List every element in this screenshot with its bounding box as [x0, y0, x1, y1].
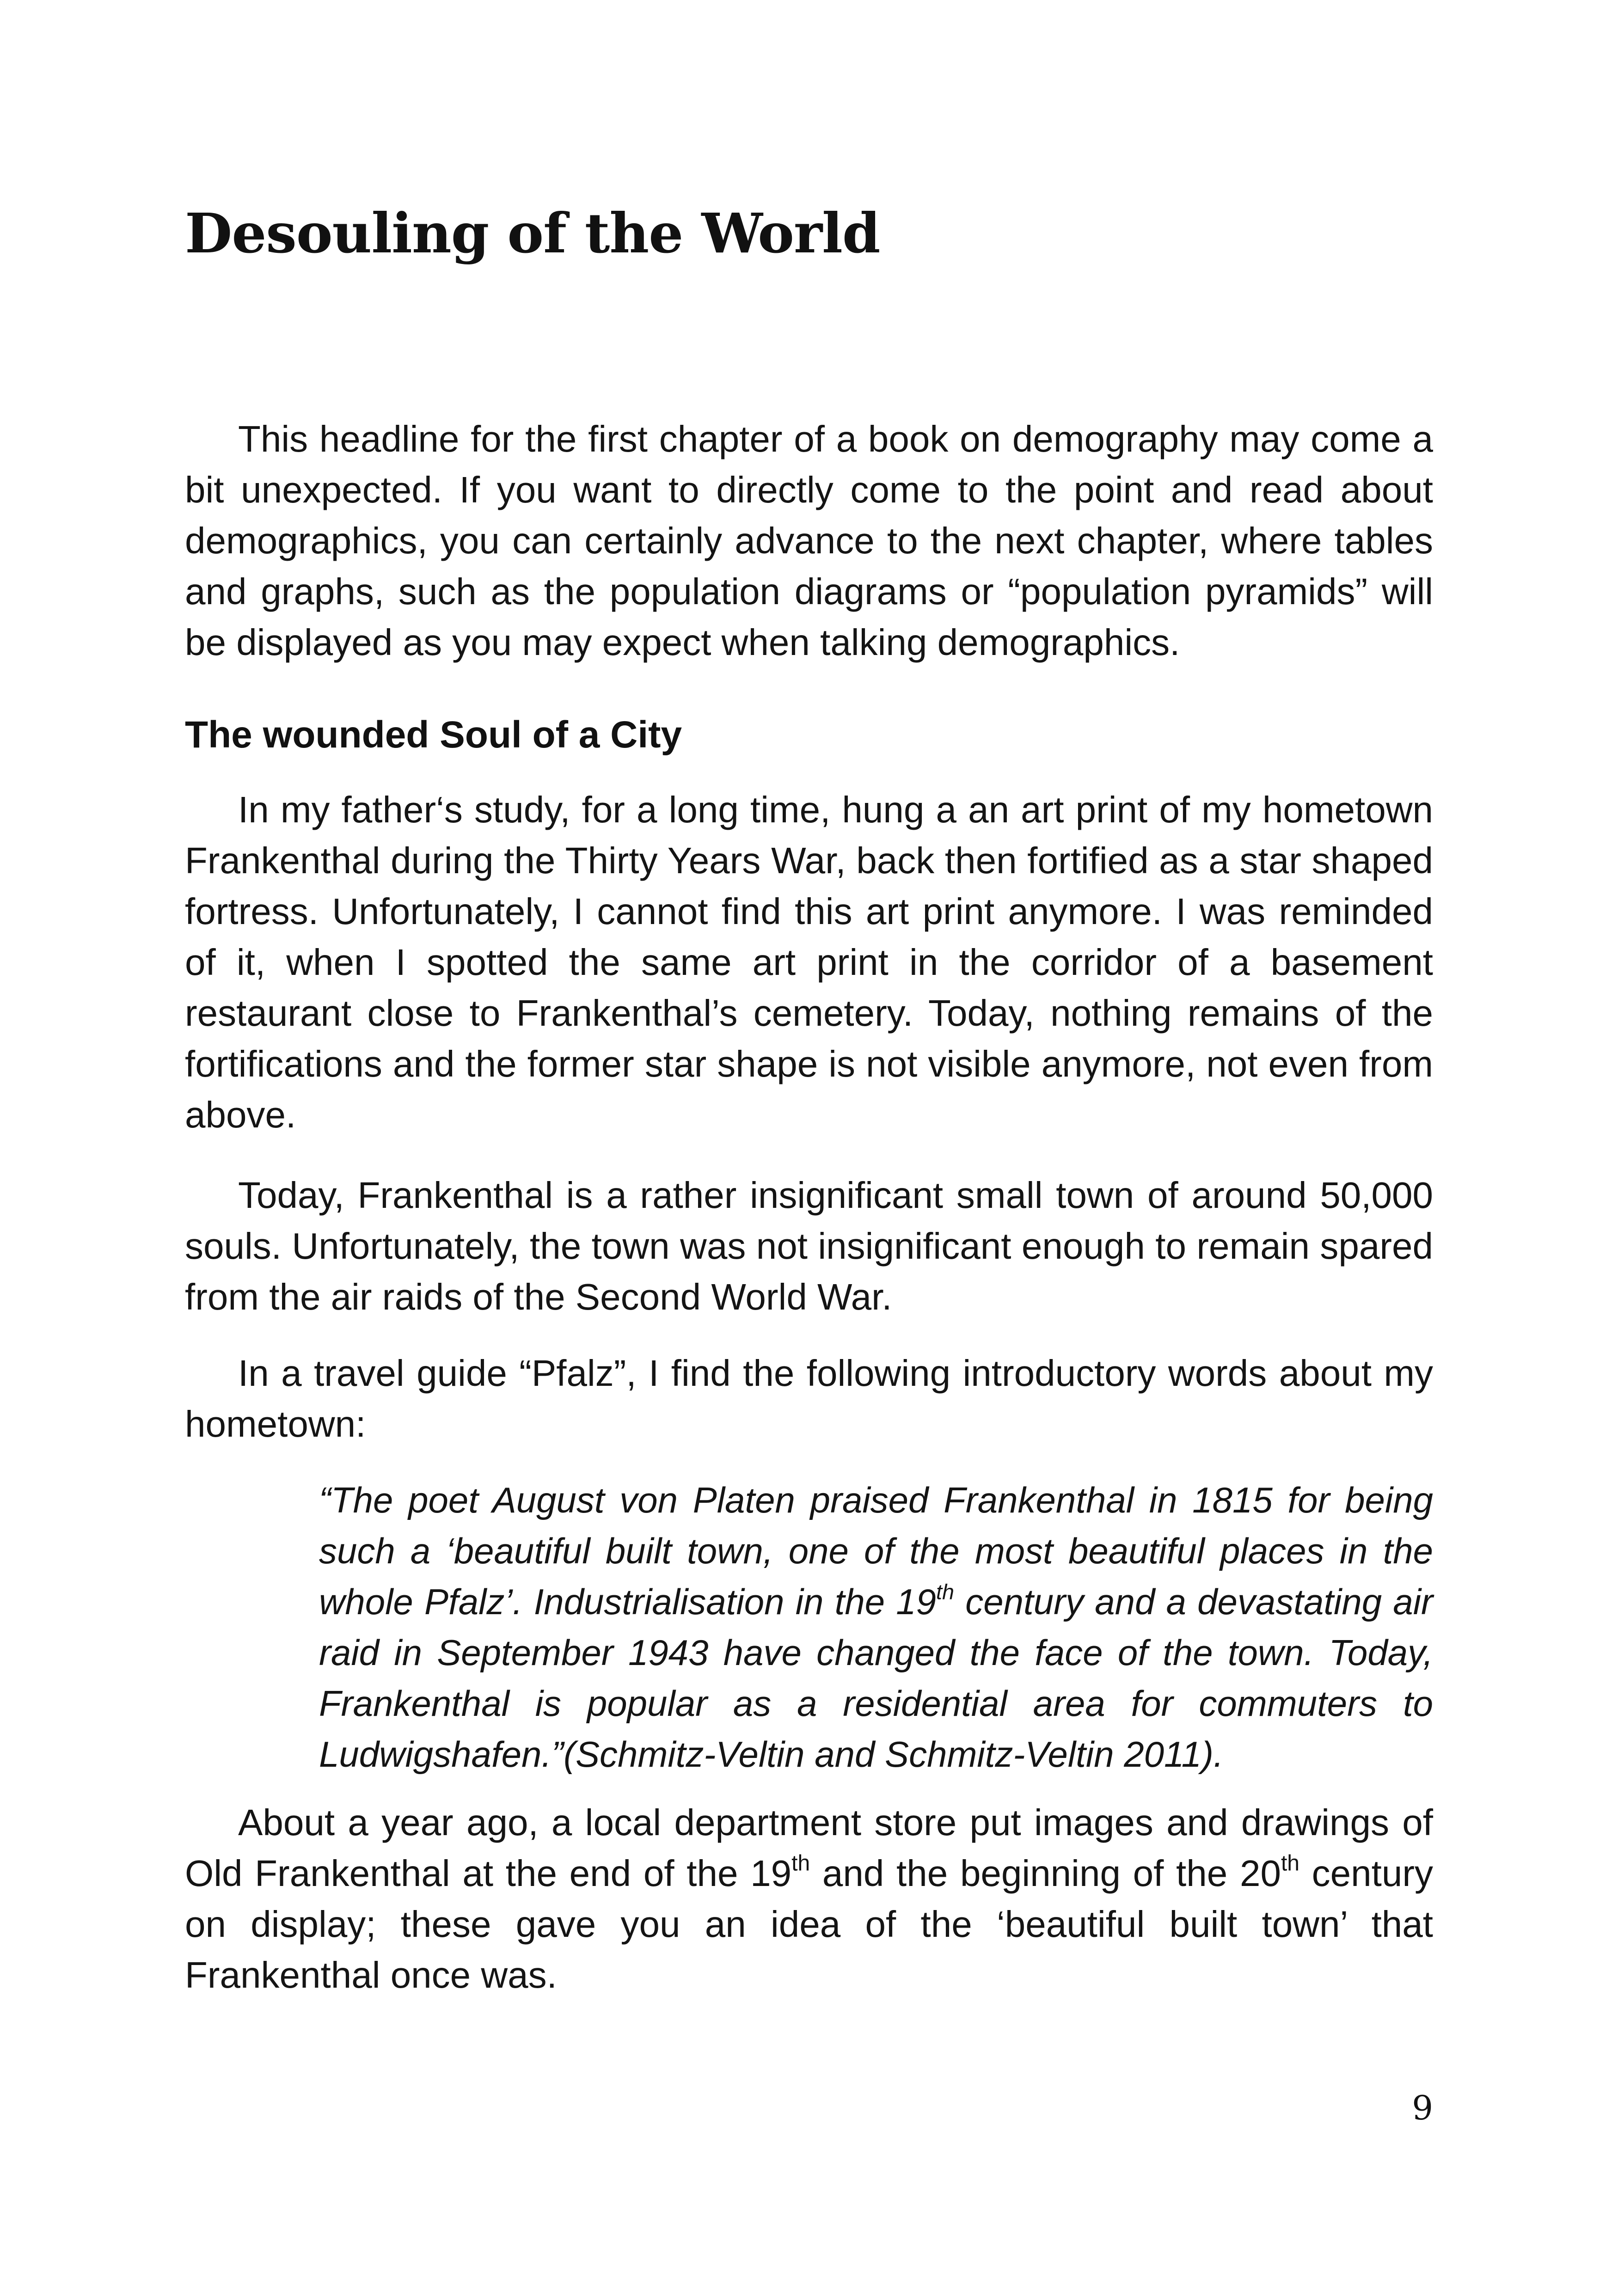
page-number: 9 [1412, 2088, 1433, 2127]
quote-text-part-1: “The poet August von Platen praised Frankenthal in 1815 for being such a ‘beautiful built town, one of the most beautiful places in the whole Pfalz’. Industrialisation in the 19 [319, 1480, 1433, 1622]
intro-paragraph: This headline for the first chapter of a book on demography may come a bit unexpected. If you want to directly come to the point and read about demographics, you can certainly advance to the next chapter, where tables and graphs, such as the population diagrams or “population pyramids” will be displayed as you may expect when talking demographics. [185, 418, 1433, 663]
paragraph-4-part-1: About a year ago, a local department store put images and drawings of Old Frankenthal at the end of the 19 [185, 1802, 1433, 1894]
paragraph-4-part-3: century on display; these gave you an idea of the ‘beautiful built town’ that Frankenthal once was. [185, 1853, 1434, 1996]
paragraph-4-superscript-1: th [791, 1851, 810, 1876]
quote-superscript: th [936, 1580, 955, 1604]
block-quote [319, 1475, 1433, 1780]
paragraph-frankenthal-today: Today, Frankenthal is a rather insignificant small town of around 50,000 souls. Unfortunately, the town was not insignificant enough to remain spared from the air raids of the Second World War. [185, 1175, 1433, 1317]
section-heading: The wounded Soul of a City [185, 714, 682, 756]
paragraph-fathers-study: In my father‘s study, for a long time, hung a an art print of my hometown Frankenthal during the Thirty Years War, back then fortified as a star shaped fortress. Unfortunately, I cannot find this art print anymore. I was reminded of it, when I spotted the same art print in the corridor of a basement restaurant close to Frankenthal’s cemetery. Today, nothing remains of the fortifications and the former star shape is not visible anymore, not even from above. [185, 789, 1433, 1135]
paragraph-4-part-2: and the beginning of the 20 [810, 1853, 1281, 1894]
chapter-title: Desouling of the World [185, 201, 880, 265]
paragraph-4-superscript-2: th [1281, 1851, 1299, 1876]
paragraph-department-store [185, 1797, 1433, 2001]
quote-text-part-2: century and a devastating air raid in September 1943 have changed the face of the town. Today, Frankenthal is popular as a residential area for commuters to Ludwigshafen.”(Schmitz-Veltin and Schmitz-Veltin 2011). [319, 1581, 1433, 1775]
paragraph-travel-guide: In a travel guide “Pfalz”, I find the following introductory words about my hometown: [185, 1353, 1433, 1445]
